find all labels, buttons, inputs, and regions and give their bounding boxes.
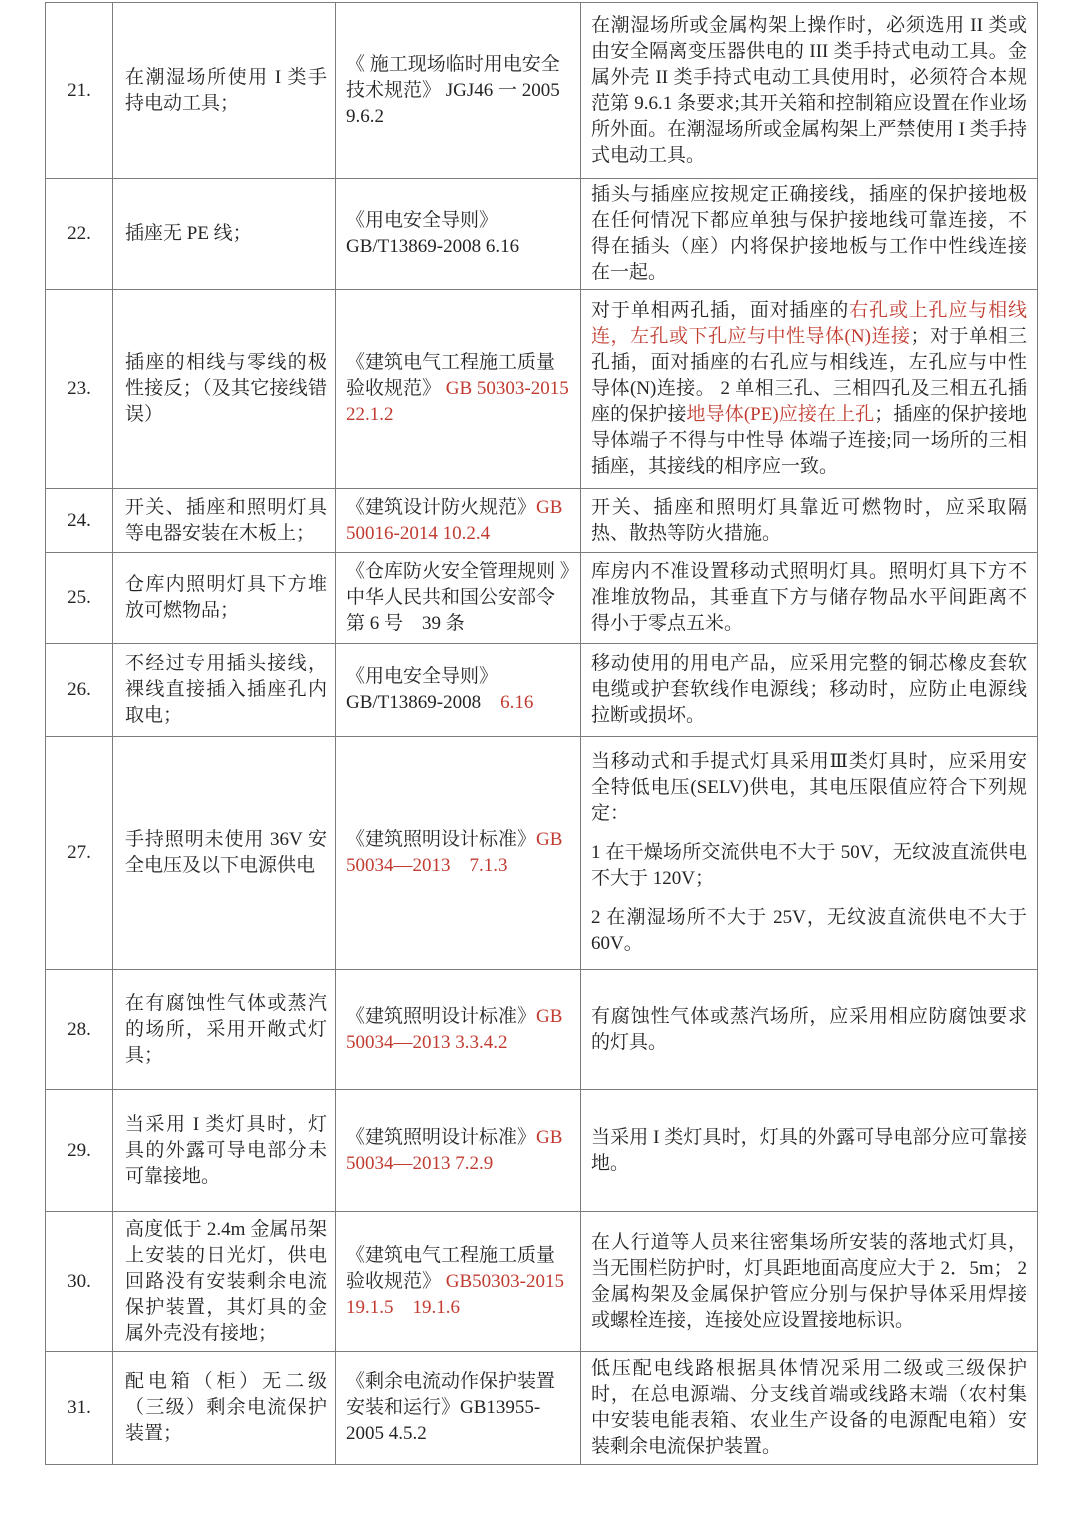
standard-cell bbox=[336, 489, 581, 553]
standard-cell bbox=[336, 3, 581, 179]
text-segment: 低压配电线路根据具体情况采用二级或三级保护时，在总电源端、分支线首端或线路末端（农村集中安装电能表箱、农业生产设备的电源配电箱）安装剩余电流保护装置。 bbox=[591, 1358, 1027, 1457]
issue-cell: 在有腐蚀性气体或蒸汽的场所，采用开敞式灯具； bbox=[113, 970, 336, 1090]
paragraph bbox=[591, 13, 1027, 169]
text-segment: 当移动式和手提式灯具采用Ⅲ类灯具时，应采用安全特低电压(SELV)供电，其电压限值应符合下列规定： bbox=[591, 751, 1027, 824]
text-segment: 1 在干燥场所交流供电不大于 50V，无纹波直流供电不大于 120V； bbox=[591, 842, 1027, 889]
paragraph bbox=[346, 350, 572, 428]
paragraph bbox=[346, 234, 572, 260]
paragraph bbox=[591, 1125, 1027, 1177]
text-segment: ；对于单相三孔插，面对插座的右孔应与相线连，左孔应与中性导体(N)连接。 2 单相三孔、三相四孔及三相五孔插座的保护接 bbox=[591, 326, 1027, 425]
requirement-cell bbox=[581, 553, 1038, 644]
paragraph bbox=[591, 1356, 1027, 1460]
paragraph bbox=[591, 905, 1027, 957]
text-segment: 当采用 I 类灯具时，灯具的外露可导电部分应可靠接地。 bbox=[591, 1126, 1027, 1174]
text-segment: 开关、插座和照明灯具靠近可燃物时，应采取隔热、散热等防火措施。 bbox=[591, 496, 1027, 544]
text-segment: 在潮湿场所或金属构架上操作时，必须选用 II 类或由安全隔离变压器供电的 III 类手持式电动工具。金属外壳 II 类手持式电动工具使用时，必须符合本规范第 9.6.1 条要求;其开关箱和控制箱应设置在作业场所外面。在潮湿场所或金属构架上严禁使用 I 类手持式电动工具。 bbox=[591, 14, 1027, 166]
text-segment: 《建筑设计防火规范》 bbox=[346, 496, 537, 518]
standard-cell bbox=[336, 970, 581, 1090]
text-segment: GB/T13869-2008 bbox=[346, 692, 501, 713]
text-segment: 《建筑照明设计标准》 bbox=[346, 1005, 537, 1027]
paragraph bbox=[591, 840, 1027, 892]
paragraph bbox=[346, 827, 572, 879]
row-number-cell: 28. bbox=[46, 970, 113, 1090]
issue-cell: 插座无 PE 线； bbox=[113, 179, 336, 290]
text-segment: 对于单相两孔插，面对插座的 bbox=[591, 300, 850, 321]
text-segment: 库房内不准设置移动式照明灯具。照明灯具下方不准堆放物品，其垂直下方与储存物品水平间距离不得小于零点五米。 bbox=[591, 561, 1027, 634]
row-number-cell: 23. bbox=[46, 290, 113, 489]
paragraph bbox=[346, 495, 572, 547]
standard-cell bbox=[336, 644, 581, 737]
text-segment: 《剩余电流动作保护装置安装和运行》GB13955-2005 4.5.2 bbox=[346, 1371, 556, 1444]
paragraph bbox=[346, 1369, 572, 1447]
row-number-cell: 24. bbox=[46, 489, 113, 553]
standard-cell bbox=[336, 1352, 581, 1465]
paragraph bbox=[591, 651, 1027, 729]
issue-cell: 当采用 I 类灯具时，灯具的外露可导电部分未可靠接地。 bbox=[113, 1090, 336, 1212]
text-segment: GB/T13869-2008 6.16 bbox=[346, 236, 520, 257]
requirement-cell bbox=[581, 970, 1038, 1090]
red-text-segment: GB 50034—2013 3.3.4.2 bbox=[346, 1005, 563, 1053]
issue-cell: 配电箱（柜）无二级（三级）剩余电流保护装置； bbox=[113, 1352, 336, 1465]
paragraph bbox=[591, 1230, 1027, 1334]
row-number-cell: 21. bbox=[46, 3, 113, 179]
red-text-segment: 右孔或上孔应与相线连，左孔或下孔应与中性导体(N)连接 bbox=[591, 300, 1027, 347]
row-number-cell: 27. bbox=[46, 737, 113, 970]
text-segment: 《建筑照明设计标准》 bbox=[346, 829, 537, 850]
paragraph bbox=[346, 1243, 572, 1321]
text-segment: 《建筑电气工程施工质量验收规范》 bbox=[346, 352, 556, 399]
requirement-cell bbox=[581, 1352, 1038, 1465]
table-row bbox=[46, 1090, 1038, 1212]
red-text-segment: GB 50034—2013 7.1.3 bbox=[346, 829, 563, 876]
paragraph bbox=[591, 495, 1027, 547]
issue-cell: 高度低于 2.4m 金属吊架上安装的日光灯，供电回路没有安装剩余电流保护装置，其灯具的金属外壳没有接地； bbox=[113, 1212, 336, 1352]
issue-cell: 仓库内照明灯具下方堆放可燃物品； bbox=[113, 553, 336, 644]
standard-cell bbox=[336, 553, 581, 644]
text-segment: 有腐蚀性气体或蒸汽场所，应采用相应防腐蚀要求的灯具。 bbox=[591, 1005, 1027, 1053]
red-text-segment: 地导体(PE)应接在上孔 bbox=[686, 404, 875, 425]
row-number-cell: 25. bbox=[46, 553, 113, 644]
table-row bbox=[46, 290, 1038, 489]
standard-cell bbox=[336, 179, 581, 290]
paragraph bbox=[591, 1004, 1027, 1056]
table-row bbox=[46, 970, 1038, 1090]
table-row bbox=[46, 489, 1038, 553]
paragraph bbox=[591, 749, 1027, 827]
requirement-cell bbox=[581, 179, 1038, 290]
text-segment: 《建筑照明设计标准》 bbox=[346, 1126, 537, 1148]
row-number-cell: 26. bbox=[46, 644, 113, 737]
red-text-segment: GB 50016-2014 10.2.4 bbox=[346, 496, 563, 544]
row-number-cell: 30. bbox=[46, 1212, 113, 1352]
table-row bbox=[46, 179, 1038, 290]
paragraph bbox=[346, 664, 572, 690]
paragraph bbox=[346, 208, 572, 234]
text-segment: 《用电安全导则》 bbox=[346, 666, 499, 687]
standard-cell bbox=[336, 290, 581, 489]
issue-cell: 不经过专用插头接线，裸线直接插入插座孔内取电； bbox=[113, 644, 336, 737]
red-text-segment: GB 50303-2015 22.1.2 bbox=[346, 378, 569, 425]
red-text-segment: GB 50034—2013 7.2.9 bbox=[346, 1126, 563, 1174]
table-row bbox=[46, 644, 1038, 737]
text-segment: 《仓库防火安全管理规则 》中华人民共和国公安部令第 6 号 39 条 bbox=[346, 561, 570, 634]
text-segment: 《 施工现场临时用电安全技术规范》 JGJ46 一 2005 9.6.2 bbox=[346, 53, 560, 127]
table-row bbox=[46, 1352, 1038, 1465]
standard-cell bbox=[336, 1090, 581, 1212]
table-row bbox=[46, 3, 1038, 179]
text-segment: 《用电安全导则》 bbox=[346, 210, 499, 231]
issue-cell: 在潮湿场所使用 I 类手持电动工具； bbox=[113, 3, 336, 179]
text-segment: 《建筑电气工程施工质量验收规范》 bbox=[346, 1244, 556, 1292]
text-segment: 插头与插座应按规定正确接线，插座的保护接地极在任何情况下都应单独与保护接地线可靠连接，不得在插头（座）内将保护接地板与工作中性线连接在一起。 bbox=[591, 184, 1027, 283]
paragraph bbox=[346, 1004, 572, 1056]
requirement-cell bbox=[581, 489, 1038, 553]
requirement-cell bbox=[581, 290, 1038, 489]
text-segment: ；插座的保护接地导体端子不得与中性导 体端子连接;同一场所的三相插座，其接线的相序应一致。 bbox=[591, 404, 1027, 477]
requirement-cell bbox=[581, 3, 1038, 179]
text-segment: 移动使用的用电产品，应采用完整的铜芯橡皮套软电缆或护套软线作电源线；移动时，应防止电源线拉断或损坏。 bbox=[591, 653, 1027, 726]
paragraph bbox=[346, 690, 572, 716]
requirement-cell bbox=[581, 1090, 1038, 1212]
paragraph bbox=[591, 182, 1027, 286]
paragraph bbox=[346, 1125, 572, 1177]
violation-table bbox=[45, 2, 1038, 1465]
paragraph bbox=[346, 559, 572, 637]
issue-cell: 手持照明未使用 36V 安全电压及以下电源供电 bbox=[113, 737, 336, 970]
table-row bbox=[46, 1212, 1038, 1352]
table-row bbox=[46, 737, 1038, 970]
table-body bbox=[46, 3, 1038, 1465]
red-text-segment: 6.16 bbox=[500, 692, 534, 713]
row-number-cell: 29. bbox=[46, 1090, 113, 1212]
red-text-segment: GB50303-2015 19.1.5 19.1.6 bbox=[346, 1270, 564, 1318]
issue-cell: 开关、插座和照明灯具等电器安装在木板上； bbox=[113, 489, 336, 553]
requirement-cell bbox=[581, 644, 1038, 737]
table-row bbox=[46, 553, 1038, 644]
text-segment: 在人行道等人员来往密集场所安装的落地式灯具，当无围栏防护时，灯具距地面高度应大于 2．5m； 2 金属构架及金属保护管应分别与保护导体采用焊接或螺栓连接，连接处应设置接地标识。 bbox=[591, 1231, 1027, 1331]
standard-cell bbox=[336, 737, 581, 970]
issue-cell: 插座的相线与零线的极性接反；（及其它接线错误） bbox=[113, 290, 336, 489]
paragraph bbox=[591, 298, 1027, 480]
row-number-cell: 31. bbox=[46, 1352, 113, 1465]
requirement-cell bbox=[581, 737, 1038, 970]
text-segment: 2 在潮湿场所不大于 25V，无纹波直流供电不大于 60V。 bbox=[591, 907, 1027, 954]
row-number-cell: 22. bbox=[46, 179, 113, 290]
requirement-cell bbox=[581, 1212, 1038, 1352]
paragraph bbox=[591, 559, 1027, 637]
standard-cell bbox=[336, 1212, 581, 1352]
paragraph bbox=[346, 52, 572, 130]
